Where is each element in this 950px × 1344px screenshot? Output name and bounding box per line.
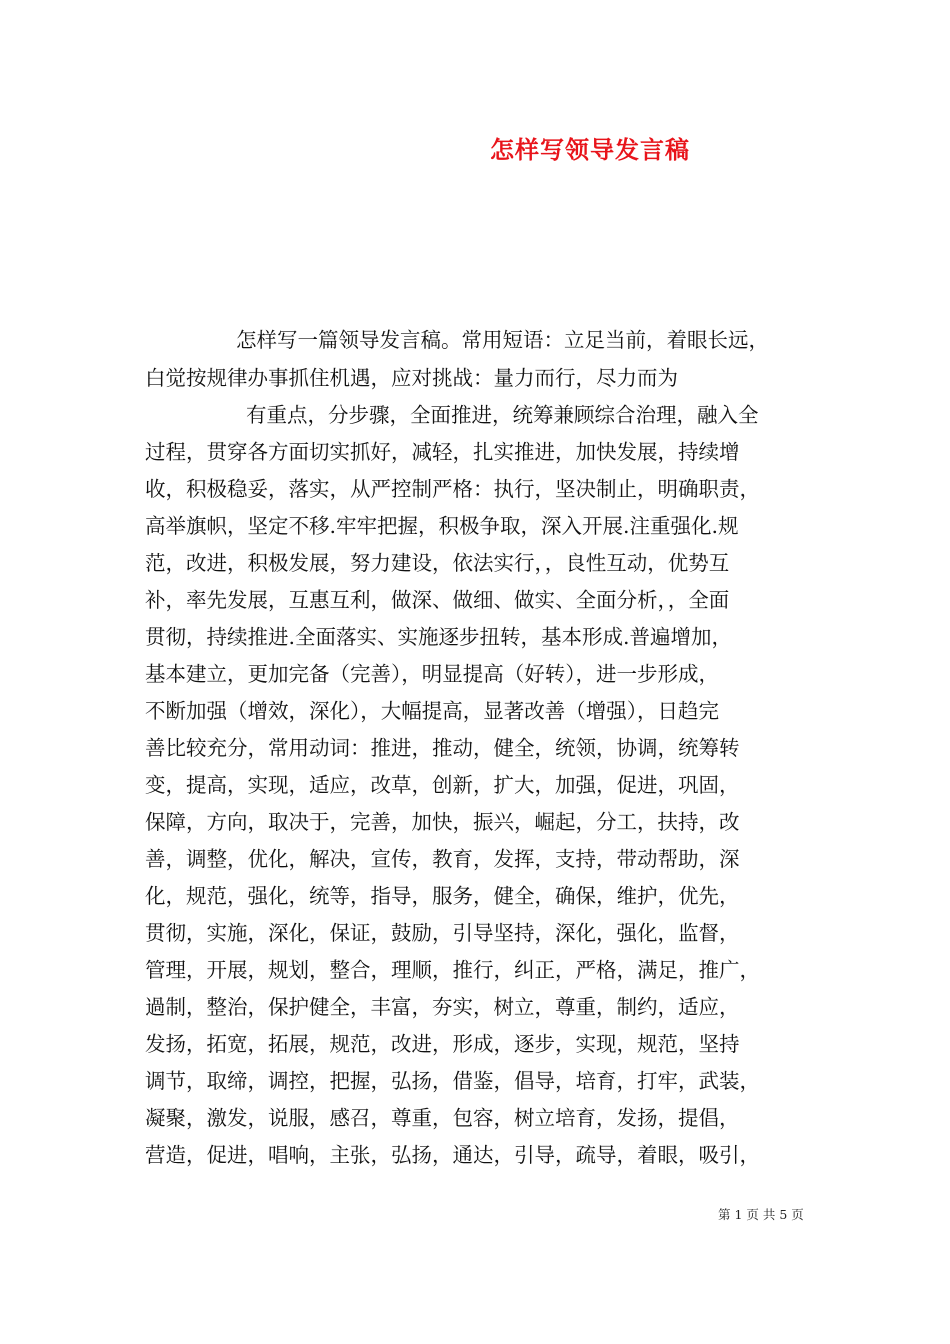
text-line: 范，改进，积极发展，努力建设，依法实行，，良性互动，优势互 [145, 551, 730, 575]
text-line: 管理，开展，规划，整合，理顺，推行，纠正，严格，满足，推广， [145, 958, 760, 982]
text-line: 保障，方向，取决于，完善，加快，振兴，崛起，分工，扶持，改 [145, 810, 740, 834]
text-line: 過制，整治，保护健全，丰富，夯实，树立，尊重，制约，适应， [145, 995, 740, 1019]
text-line: 高举旗帜，坚定不移.牢牢把握，积极争取，深入开展.注重强化.规 [145, 514, 739, 538]
text-line: 发扬，拓宽，拓展，规范，改进，形成，逐步，实现，规范，坚持 [145, 1032, 740, 1056]
text-line: 怎样写一篇领导发言稿。常用短语：立足当前，着眼长远， [236, 328, 769, 352]
page-number-footer: 第 1 页 共 5 页 [718, 1207, 804, 1222]
text-line: 白觉按规律办事抓住机遇，应对挑战：量力而行，尽力而为 [145, 366, 678, 390]
text-line: 补，率先发展，互惠互利，做深、做细、做实、全面分析，，全面 [145, 588, 730, 612]
text-line: 善比较充分，常用动词：推进，推动，健全，统领，协调，统筹转 [145, 736, 740, 760]
text-line: 基本建立，更加完备（完善），明显提高（好转），进一步形成， [145, 662, 719, 686]
text-line: 化，规范，强化，统等，指导，服务，健全，确保，维护，优先， [145, 884, 740, 908]
text-line: 收，积极稳妥，落实，从严控制严格：执行，坚决制止，明确职责， [145, 477, 760, 501]
text-line: 不断加强（增效，深化），大幅提高，显著改善（增强），日趋完 [145, 699, 719, 723]
text-line: 凝聚，激发，说服，感召，尊重，包容，树立培育，发扬，提倡， [145, 1106, 740, 1130]
page-title: 怎样写领导发言稿 [490, 135, 690, 164]
text-line: 营造，促进，唱响，主张，弘扬，通达，引导，疏导，着眼，吸引， [145, 1143, 760, 1167]
text-line: 有重点，分步骤，全面推进，统筹兼顾综合治理，融入全 [246, 403, 759, 427]
text-line: 善，调整，优化，解决，宣传，教育，发挥，支持，带动帮助，深 [145, 847, 740, 871]
text-line: 变，提高，实现，适应，改草，创新，扩大，加强，促进，巩固， [145, 773, 740, 797]
text-line: 贯彻，持续推进.全面落实、实施逐步扭转，基本形成.普遍增加， [145, 625, 733, 649]
text-line: 调节，取缔，调控，把握，弘扬，借鉴，倡导，培育，打牢，武装， [145, 1069, 760, 1093]
text-line: 贯彻，实施，深化，保证，鼓励，引导坚持，深化，强化，监督， [145, 921, 740, 945]
text-line: 过程，贯穿各方面切实抓好，减轻，扎实推进，加快发展，持续增 [145, 440, 740, 464]
